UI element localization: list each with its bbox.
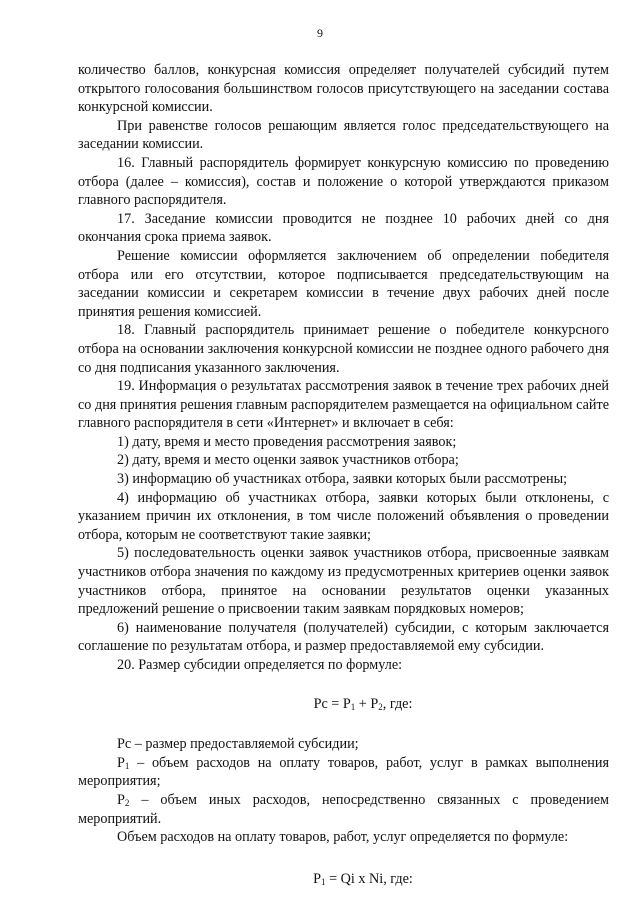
formula-plus: + [355, 695, 371, 712]
formula-term-p2: Р [370, 695, 379, 712]
paragraph-equal-votes: При равенстве голосов решающим является голос председательствующего на заседании комиссии. [78, 117, 609, 153]
formula-volume [78, 870, 609, 889]
formula2-rhs: = Qi x Ni, где: [325, 870, 413, 887]
definition-p1-text: – объем расходов на оплату товаров, работ, услуг в рамках выполнения мероприятия; [78, 754, 609, 790]
list-item-19-3: 3) информацию об участниках отбора, заявки которых были рассмотрены; [117, 471, 568, 488]
paragraph-item-16: 16. Главный распорядитель формирует конкурсную комиссию по проведению отбора (далее – комиссия), состав и положение о которой утверждаются приказом главного распорядителя. [78, 154, 609, 209]
definition-p2-symbol: Р [117, 791, 125, 808]
definition-p2-subscript: 2 [124, 797, 130, 808]
formula-lhs: Рс [313, 695, 328, 712]
definition-p1-symbol: Р [117, 754, 125, 771]
list-item-19-5: 5) последовательность оценки заявок участников отбора, присвоенные заявкам участников отбора значения по каждому из предусмотренных критериев оценки заявок участников отбора, принятое на основании результатов оценки указанных предложений решение о присвоении таким заявкам порядковых номеров; [78, 545, 609, 618]
definition-p2 [78, 791, 609, 828]
paragraph-volume-formula-intro: Объем расходов на оплату товаров, работ, услуг определяется по формуле: [117, 829, 569, 846]
document-body [78, 61, 609, 888]
formula-subsidy [78, 695, 609, 714]
list-item-19-4: 4) информацию об участниках отбора, заявки которых были отклонены, с указанием причин их отклонения, в том числе положений объявления о проведении отбора, которым не соответствуют такие заявки; [78, 489, 609, 543]
definition-p1 [78, 754, 609, 791]
paragraph-continuation: количество баллов, конкурсная комиссия определяет получателей субсидий путем открытого голосования большинством голосов присутствующего на заседании состава конкурсной комиссии. [78, 62, 609, 116]
formula-equals: = [327, 695, 343, 712]
paragraph-item-17: 17. Заседание комиссии проводится не позднее 10 рабочих дней со дня окончания срока приема заявок. [78, 210, 609, 246]
list-item-19-6: 6) наименование получателя (получателей) субсидии, с которым заключается соглашение по результатам отбора, и размер предоставляемой ему субсидии. [78, 619, 609, 655]
definition-p2-text: – объем иных расходов, непосредственно связанных с проведением мероприятий. [78, 791, 609, 827]
list-item-19-1: 1) дату, время и место проведения рассмотрения заявок; [117, 433, 457, 450]
definition-p1-subscript: 1 [124, 760, 130, 771]
list-item-19-2: 2) дату, время и место оценки заявок участников отбора; [117, 452, 459, 469]
formula-term-p1: Р [342, 695, 351, 712]
paragraph-item-20: 20. Размер субсидии определяется по формуле: [117, 657, 403, 673]
formula2-lhs: Р [313, 870, 322, 887]
paragraph-commission-decision: Решение комиссии оформляется заключением об определении победителя отбора или его отсутствии, которое подписывается председательствующим на заседании комиссии и секретарем комиссии в течение двух рабочих дней после принятия решения комиссией. [78, 247, 609, 320]
paragraph-item-18: 18. Главный распорядитель принимает решение о победителе конкурсного отбора на основании заключения конкурсной комиссии не позднее одного рабочего дня со дня подписания указанного заключения. [78, 322, 609, 376]
formula-term-p2-subscript: 2 [378, 701, 383, 712]
page-number: 9 [317, 26, 323, 40]
formula-tail: , где: [382, 695, 413, 712]
formula-term-p1-subscript: 1 [350, 701, 356, 712]
formula2-lhs-subscript: 1 [321, 876, 326, 887]
definition-pc: Рс – размер предоставляемой субсидии; [117, 736, 359, 753]
paragraph-item-19: 19. Информация о результатах рассмотрения заявок в течение трех рабочих дней со дня принятия решения главным распорядителем размещается на официальном сайте главного распорядителя в сети «Интернет» и включает в себя: [78, 378, 609, 432]
